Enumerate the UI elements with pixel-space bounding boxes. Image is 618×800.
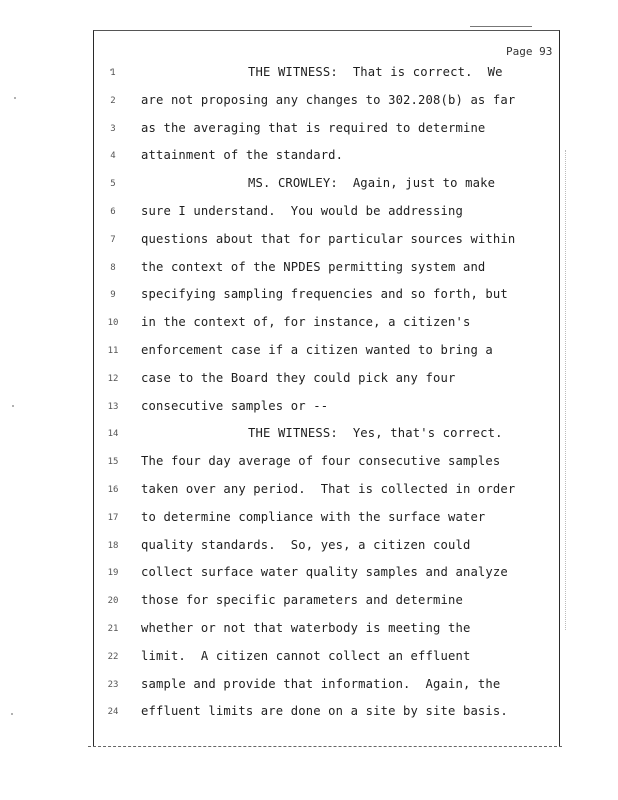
bottom-rule [88,746,562,747]
transcript-line [0,147,618,167]
transcript-line [0,259,618,279]
transcript-line [0,286,618,306]
line-text: consecutive samples or -- [141,398,329,413]
transcript-line [0,703,618,723]
transcript-line [0,592,618,612]
line-text: specifying sampling frequencies and so forth, but [141,287,508,302]
transcript-line [0,453,618,473]
transcript-line [0,481,618,501]
transcript-line [0,231,618,251]
line-text: attainment of the standard. [141,148,344,163]
transcript-line [0,676,618,696]
line-text: the context of the NPDES permitting system and [141,259,486,274]
line-number: 3 [110,123,116,134]
line-text: The four day average of four consecutive samples [141,454,501,469]
line-text: THE WITNESS: Yes, that's correct. [248,426,503,441]
transcript-line [0,648,618,668]
line-number: 24 [107,707,119,718]
line-number: 20 [107,596,119,607]
transcript-line [0,537,618,557]
transcript-line [0,120,618,140]
transcript-line [0,509,618,529]
line-text: quality standards. So, yes, a citizen could [141,537,471,552]
transcript-line [0,425,618,445]
line-number: 18 [107,540,119,551]
line-text: THE WITNESS: That is correct. We [248,65,503,79]
line-text: limit. A citizen cannot collect an effluent [141,648,471,663]
line-text: case to the Board they could pick any four [141,370,456,385]
line-text: to determine compliance with the surface water [141,509,486,524]
line-number: 19 [107,568,119,579]
transcript-line [0,64,618,84]
line-text: MS. CROWLEY: Again, just to make [248,176,496,191]
top-rule-mark [470,26,532,27]
line-text: questions about that for particular sources within [141,231,516,246]
transcript-line [0,398,618,418]
line-number: 16 [107,485,119,495]
transcript-line [0,620,618,640]
line-number: 1 [110,68,116,78]
transcript-line [0,92,618,112]
transcript-line [0,314,618,334]
line-text: in the context of, for instance, a citizen's [141,315,471,330]
line-number: 10 [107,318,119,329]
line-number: 8 [110,262,116,273]
line-text: as the averaging that is required to determine [141,120,486,135]
transcript-line [0,564,618,584]
line-text: sure I understand. You would be addressing [141,204,463,218]
line-number: 7 [110,234,116,245]
line-number: 6 [110,207,116,217]
line-number: 14 [107,429,119,440]
line-text: enforcement case if a citizen wanted to bring a [141,343,493,357]
transcript-line [0,203,618,223]
line-number: 23 [107,679,119,690]
line-text: collect surface water quality samples and analyze [141,565,508,580]
line-number: 9 [110,290,116,301]
line-number: 4 [110,151,116,162]
line-text: are not proposing any changes to 302.208(b) as far [141,92,516,107]
line-text: whether or not that waterbody is meeting the [141,621,471,635]
line-text: sample and provide that information. Again, the [141,676,501,691]
line-number: 2 [110,95,116,106]
line-text: effluent limits are done on a site by site basis. [141,704,508,719]
line-text: those for specific parameters and determine [141,593,463,608]
line-number: 17 [107,512,119,523]
line-number: 21 [107,624,119,634]
transcript-line [0,175,618,195]
transcript-line [0,370,618,390]
line-number: 12 [107,373,119,384]
line-text: taken over any period. That is collected in order [141,482,516,496]
line-number: 5 [110,179,116,190]
line-number: 13 [107,401,119,412]
page-number: Page 93 [506,45,553,58]
transcript-line [0,342,618,362]
line-number: 15 [107,457,119,468]
line-number: 11 [107,346,119,356]
line-number: 22 [107,651,119,662]
